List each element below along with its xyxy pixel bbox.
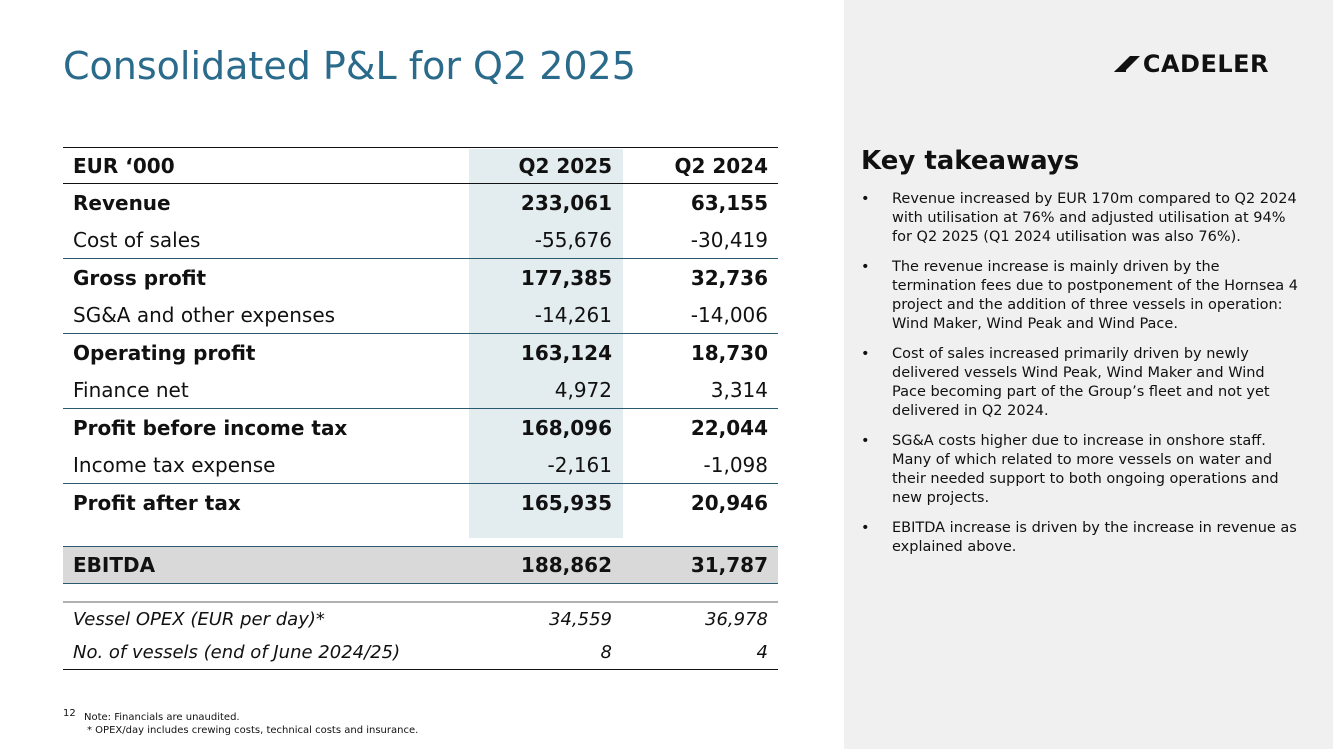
row-value-q2-2025: -14,261: [534, 302, 612, 327]
footnote-note: Note: Financials are unaudited.: [84, 712, 240, 723]
row-value-q2-2025: -2,161: [547, 452, 612, 477]
list-item: [861, 432, 1301, 508]
row-value-q2-2024: 22,044: [690, 415, 768, 440]
row-value-q2-2024: 32,736: [690, 265, 768, 290]
bullet-icon: •: [861, 191, 870, 207]
row-label: SG&A and other expenses: [73, 302, 336, 327]
row-cost-of-sales: [63, 221, 778, 258]
bullet-icon: •: [861, 520, 870, 536]
row-operating-profit: [63, 333, 778, 371]
row-finance-net: [63, 371, 778, 408]
list-item-text: Revenue increased by EUR 170m compared to Q2 2024 with utilisation at 76% and adjusted utilisation at 94% for Q2 2025 (Q1 2024 utilisation was also 76%).: [892, 191, 1297, 245]
row-value-q2-2025: -55,676: [534, 227, 612, 252]
table-header-row: [63, 147, 778, 184]
row-label: Profit after tax: [73, 490, 241, 515]
row-ebitda: [63, 546, 778, 584]
header-col-q2-2024: Q2 2024: [674, 153, 768, 178]
row-label: Profit before income tax: [73, 415, 348, 440]
logo-text: CADELER: [1142, 50, 1269, 78]
list-item: [861, 258, 1301, 334]
row-label: EBITDA: [73, 553, 156, 577]
row-profit-after-tax: [63, 483, 778, 521]
list-item: [861, 345, 1301, 421]
row-label: Cost of sales: [73, 227, 201, 252]
list-item-text: EBITDA increase is driven by the increase in revenue as explained above.: [892, 520, 1297, 555]
footnote-opex-note: * OPEX/day includes crewing costs, technical costs and insurance.: [87, 725, 419, 736]
row-value-q2-2025: 177,385: [520, 265, 612, 290]
row-label: Vessel OPEX (EUR per day)*: [73, 609, 325, 630]
row-value-q2-2024: -14,006: [690, 302, 768, 327]
row-value-q2-2024: 20,946: [690, 490, 768, 515]
row-value-q2-2025: 8: [600, 642, 612, 663]
list-item-text: SG&A costs higher due to increase in onshore staff. Many of which related to more vessels on water and their needed support to both ongoing operations and new projects.: [892, 433, 1279, 506]
row-value-q2-2025: 163,124: [520, 340, 612, 365]
footnote: [63, 707, 418, 737]
row-label: Gross profit: [73, 265, 207, 290]
row-value-q2-2024: 31,787: [690, 553, 768, 577]
row-no-of-vessels: [63, 636, 778, 670]
row-revenue: [63, 184, 778, 221]
bullet-icon: •: [861, 346, 870, 362]
row-value-q2-2024: 63,155: [690, 190, 768, 215]
row-value-q2-2024: 4: [756, 642, 768, 663]
list-item: [861, 190, 1301, 247]
logo-mark-icon: [1112, 54, 1142, 74]
row-value-q2-2025: 165,935: [520, 490, 612, 515]
header-col-q2-2025: Q2 2025: [518, 153, 612, 178]
row-value-q2-2025: 168,096: [520, 415, 612, 440]
pl-table: [63, 147, 778, 670]
list-item-text: Cost of sales increased primarily driven by newly delivered vessels Wind Peak, Wind Maker and Wind Pace becoming part of the Group’s fleet and not yet delivered in Q2 2024.: [892, 346, 1270, 419]
list-item-text: The revenue increase is mainly driven by the termination fees due to postponement of the Hornsea 4 project and the addition of three vessels in operation: Wind Maker, Wind Peak and Wind Pace.: [892, 259, 1299, 332]
bullet-icon: •: [861, 433, 870, 449]
row-label: Income tax expense: [73, 452, 276, 477]
row-value-q2-2025: 233,061: [520, 190, 612, 215]
company-logo: [1112, 50, 1269, 78]
row-value-q2-2024: 36,978: [705, 609, 768, 630]
row-profit-before-tax: [63, 408, 778, 446]
row-gross-profit: [63, 258, 778, 296]
row-value-q2-2025: 34,559: [549, 609, 612, 630]
row-vessel-opex: [63, 601, 778, 636]
bullet-icon: •: [861, 259, 870, 275]
page-number: 12: [63, 708, 76, 719]
row-value-q2-2024: -30,419: [690, 227, 768, 252]
row-value-q2-2024: -1,098: [703, 452, 768, 477]
row-label: No. of vessels (end of June 2024/25): [73, 642, 401, 663]
row-label: Operating profit: [73, 340, 256, 365]
row-sga: [63, 296, 778, 333]
row-income-tax: [63, 446, 778, 483]
header-label: EUR ‘000: [73, 153, 175, 178]
row-value-q2-2025: 4,972: [554, 377, 612, 402]
key-takeaways-title: Key takeaways: [861, 146, 1080, 176]
list-item: [861, 519, 1301, 557]
row-value-q2-2025: 188,862: [520, 553, 612, 577]
page-title: Consolidated P&L for Q2 2025: [63, 44, 636, 88]
row-label: Finance net: [73, 377, 189, 402]
key-takeaways-list: [861, 190, 1301, 568]
row-value-q2-2024: 3,314: [710, 377, 768, 402]
row-value-q2-2024: 18,730: [690, 340, 768, 365]
row-label: Revenue: [73, 190, 171, 215]
